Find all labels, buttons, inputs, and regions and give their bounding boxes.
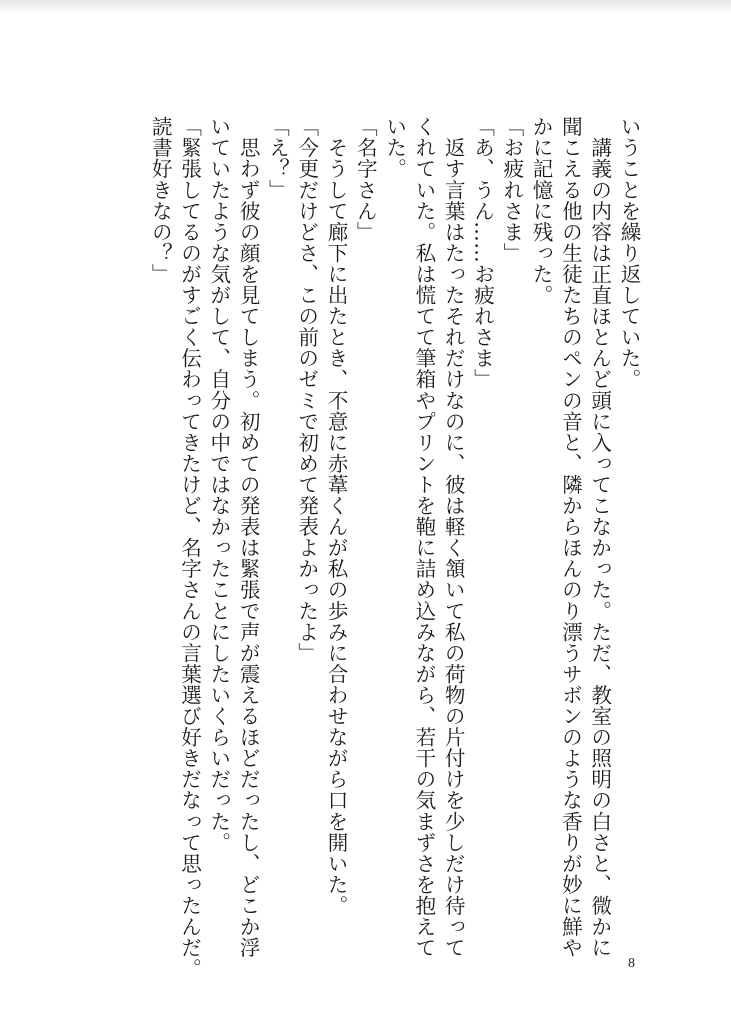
text-column: かに記憶に残った。 bbox=[529, 116, 554, 306]
top-edge-shadow bbox=[0, 0, 731, 14]
text-column: そうして廊下に出たとき、不意に赤葦くんが私の歩みに合わせながら口を開いた。 bbox=[324, 116, 349, 916]
text-column: 「今更だけどさ、この前のゼミで初めて発表よかったよ」 bbox=[294, 116, 319, 664]
text-column: 「お疲れさま」 bbox=[499, 116, 524, 264]
text-column: 「あ、うん……お疲れさま」 bbox=[470, 116, 495, 390]
page-number: 8 bbox=[628, 956, 635, 971]
text-column: いうことを繰り返していた。 bbox=[617, 116, 641, 390]
text-column: 「名字さん」 bbox=[353, 116, 378, 243]
text-column: いていたような気がして、自分の中ではなかったことにしたいくらいだった。 bbox=[206, 116, 231, 853]
text-column: 聞こえる他の生徒たちのペンの音と、隣からほんのり漂うサボンのような香りが妙に鮮や bbox=[558, 116, 583, 958]
text-column: 返す言葉はたったそれだけなのに、彼は軽く頷いて私の荷物の片付けを少しだけ待って bbox=[441, 116, 466, 958]
vertical-text-body bbox=[145, 116, 643, 980]
text-column: いた。 bbox=[382, 116, 407, 180]
text-column: 「え？」 bbox=[265, 116, 290, 201]
text-column: くれていた。私は慌てて筆箱やプリントを鞄に詰め込みながら、若干の気まずさを抱えて bbox=[411, 116, 436, 958]
text-column: 思わず彼の顔を見てしまう。初めての発表は緊張で声が震えるほどだったし、どこか浮 bbox=[236, 116, 261, 958]
text-column: 読書好きなの？」 bbox=[148, 116, 173, 285]
text-column: 「緊張してるのがすごく伝わってきたけど、名字さんの言葉選び好きだなって思ったんだ。 bbox=[177, 116, 202, 980]
text-column: 講義の内容は正直ほとんど頭に入ってこなかった。ただ、教室の照明の白さと、微かに bbox=[587, 116, 612, 958]
